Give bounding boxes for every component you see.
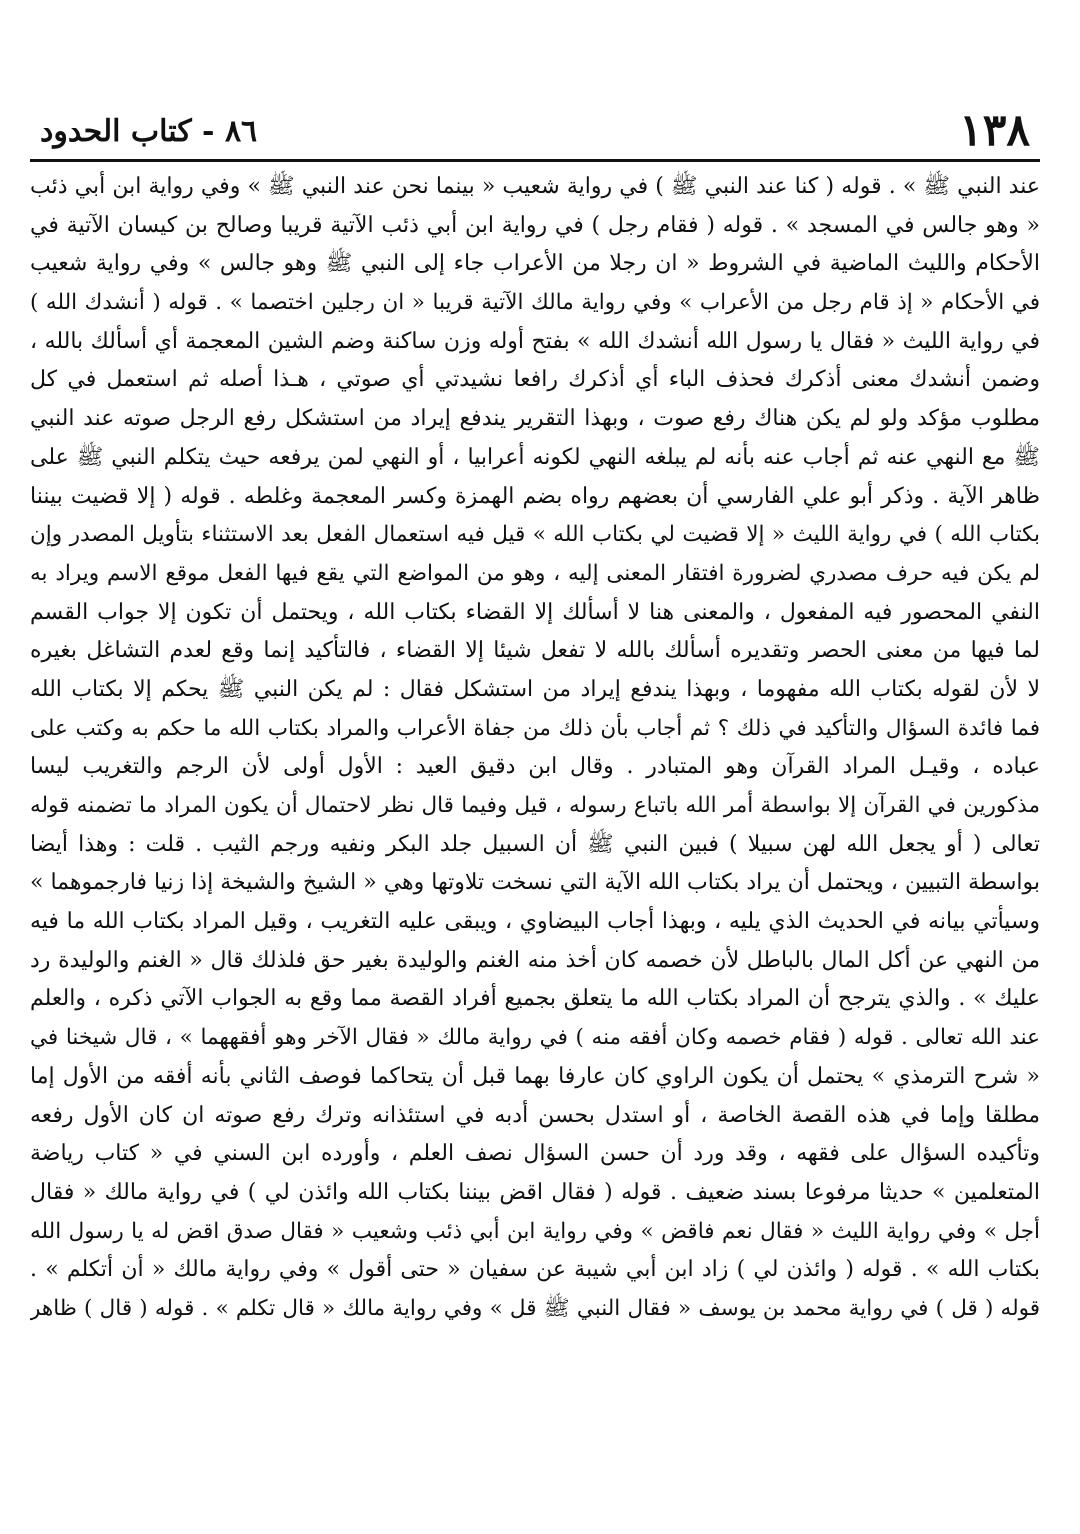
text-line: عباده ، وقيـل المراد القرآن وهو المتبادر . وقال ابن دقيق العيد : الأول أولى لأن الرجم والتغريب ليسا [30,754,1040,780]
page-header [30,105,1040,157]
text-line: المتعلمين » حديثا مرفوعا بسند ضعيف . قوله ( فقال اقض بيننا بكتاب الله وائذن لي ) في رواية مالك « فقال [30,1179,1040,1205]
text-line: أجل » وفي رواية الليث « فقال نعم فاقض » وفي رواية ابن أبي ذئب وشعيب « فقال صدق اقض له يا رسول الله [30,1218,1040,1244]
text-line: تعالى ( أو يجعل الله لهن سبيلا ) فبين النبي ﷺ أن السبيل جلد البكر ونفيه ورجم الثيب . قلت : وهذا أيضا [30,831,1040,857]
text-line: « وهو جالس في المسجد » . قوله ( فقام رجل ) في رواية ابن أبي ذئب الآتية قريبا وصالح بن كيسان الآتية في [30,212,1040,238]
text-line: عند النبي ﷺ » . قوله ( كنا عند النبي ﷺ ) في رواية شعيب « بينما نحن عند النبي ﷺ » وفي رواية ابن أبي ذئب [30,174,1040,199]
text-line: عليك » . والذي يترجح أن المراد بكتاب الله ما يتعلق بجميع أفراد القصة مما وقع به الجواب الآتي ذكره ، والعلم [30,986,1040,1012]
page-number: ١٣٨ [959,105,1030,156]
text-line: لا لأن لقوله بكتاب الله مفهوما ، وبهذا يندفع إيراد من استشكل فقال : لم يكن النبي ﷺ يحكم إلا بكتاب الله [30,676,1040,702]
text-line: لما فيها من معنى الحصر وتقديره أسألك بالله لا تفعل شيئا إلا القضاء ، فالتأكيد إنما وقع لعدم التشاغل بغيره [30,638,1040,664]
text-line: في الأحكام « إذ قام رجل من الأعراب » وفي رواية مالك الآتية قريبا « ان رجلين اختصما » . قوله ( أنشدك الله ) [30,290,1040,316]
text-line: فما فائدة السؤال والتأكيد في ذلك ؟ ثم أجاب بأن ذلك من جفاة الأعراب والمراد بكتاب الله ما حكم به وكتب على [30,715,1040,741]
text-line: وضمن أنشدك معنى أذكرك فحذف الباء أي أذكرك رافعا نشيدتي أي صوتي ، هـذا أصله ثم استعمل في كل [30,367,1040,393]
text-line: من النهي عن أكل المال بالباطل لأن خصمه كان أخذ منه الغنم والوليدة بغير حق فلذلك قال « الغنم والوليدة رد [30,947,1040,973]
running-title: ٨٦ - كتاب الحدود [40,114,258,149]
text-line: النفي المحصور فيه المفعول ، والمعنى هنا لا أسألك إلا القضاء بكتاب الله ، ويحتمل أن تكون إلا جواب القسم [30,599,1040,625]
text-line: في رواية الليث « فقال يا رسول الله أنشدك الله » بفتح أوله وزن ساكنة وضم الشين المعجمة أي أسألك بالله ، [30,328,1040,354]
text-line: وتأكيده السؤال على فقهه ، وقد ورد أن حسن السؤال نصف العلم ، وأورده ابن السني في « كتاب رياضة [30,1141,1040,1167]
text-line: وسيأتي بيانه في الحديث الذي يليه ، وبهذا أجاب البيضاوي ، ويبقى عليه التغريب ، وقيل المراد بكتاب الله ما فيه [30,909,1040,935]
text-line: بكتاب الله » . قوله ( وائذن لي ) زاد ابن أبي شيبة عن سفيان « حتى أقول » وفي رواية مالك « أن أتكلم » . [30,1257,1040,1283]
text-line: الأحكام والليث الماضية في الشروط « ان رجلا من الأعراب جاء إلى النبي ﷺ وهو جالس » وفي رواية شعيب [30,251,1040,277]
text-line: « شرح الترمذي » يحتمل أن يكون الراوي كان عارفا بهما قبل أن يتحاكما فوصف الثاني بأنه أفقه من الأول إما [30,1063,1040,1089]
text-line: ظاهر الآية . وذكر أبو علي الفارسي أن بعضهم رواه بضم الهمزة وكسر المعجمة وغلطه . قوله ( إلا قضيت بيننا [30,483,1040,509]
text-line: بكتاب الله ) في رواية الليث « إلا قضيت لي بكتاب الله » قيل فيه استعمال الفعل بعد الاستثناء بتأويل المصدر وإن [30,522,1040,548]
text-line: مطلقا وإما في هذه القصة الخاصة ، أو استدل بحسن أدبه في استئذانه وترك رفع صوته ان كان الأول رفعه [30,1102,1040,1128]
text-line: ﷺ مع النهي عنه ثم أجاب عنه بأنه لم يبلغه النهي لكونه أعرابيا ، أو النهي لمن يرفعه حيث يتكلم النبي ﷺ على [30,444,1040,470]
text-line: بواسطة التبيين ، ويحتمل أن يراد بكتاب الله الآية التي نسخت تلاوتها وهي « الشيخ والشيخة إذا زنيا فارجموهما » [30,870,1040,896]
text-line: مذكورين في القرآن إلا بواسطة أمر الله باتباع رسوله ، قيل وفيما قال نظر لاحتمال أن يكون المراد ما تضمنه قوله [30,793,1040,818]
text-line: قوله ( قل ) في رواية محمد بن يوسف « فقال النبي ﷺ قل » وفي رواية مالك « قال تكلم » . قوله ( قال ) ظاهر [30,1295,1040,1321]
text-line: عند الله تعالى . قوله ( فقام خصمه وكان أفقه منه ) في رواية مالك « فقال الآخر وهو أفقههما » ، قال شيخنا في [30,1025,1040,1051]
header-rule [30,159,1040,162]
text-line: مطلوب مؤكد ولو لم يكن هناك رفع صوت ، وبهذا التقرير يندفع إيراد من استشكل رفع الرجل صوته عند النبي [30,406,1040,432]
page-body-text [30,168,1040,1329]
text-line: لم يكن فيه حرف مصدري لضرورة افتقار المعنى إليه ، وهو من المواضع التي يقع فيها الفعل موقع الاسم ويراد به [30,560,1040,586]
